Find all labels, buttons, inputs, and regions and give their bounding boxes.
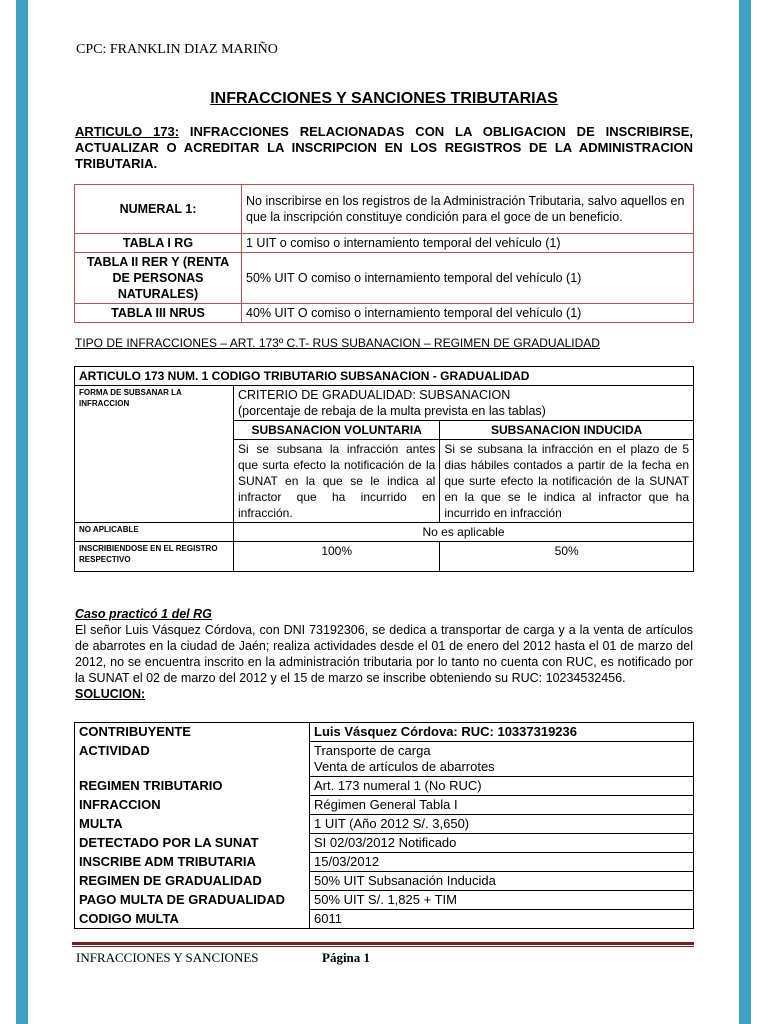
table-row [75, 853, 694, 872]
table-row [75, 910, 694, 929]
inscrib-label: INSCRIBIENDOSE EN EL REGISTRO RESPECTIVO [75, 542, 234, 572]
caso-practico [75, 606, 693, 702]
row-value: Art. 173 numeral 1 (No RUC) [310, 777, 694, 796]
table-row [75, 742, 694, 777]
table-row [75, 253, 694, 304]
row-value: 40% UIT O comiso o internamiento temporal del vehículo (1) [242, 304, 694, 323]
row-label: CONTRIBUYENTE [75, 723, 310, 742]
left-side-bar [16, 0, 28, 1024]
row-label: NUMERAL 1: [75, 185, 242, 234]
table-row [75, 796, 694, 815]
row-label: TABLA I RG [75, 234, 242, 253]
caso-title: Caso practicó 1 del RG [75, 607, 212, 621]
voluntaria-header: SUBSANACION VOLUNTARIA [234, 421, 440, 440]
row-value: 50% UIT O comiso o internamiento temporal del vehículo (1) [242, 253, 694, 304]
document-title: INFRACCIONES Y SANCIONES TRIBUTARIAS [210, 90, 558, 107]
row-value: 15/03/2012 [310, 853, 694, 872]
forma-label: FORMA DE SUBSANAR LA INFRACCION [75, 386, 234, 523]
solucion-table [74, 722, 694, 929]
row-value: 1 UIT o comiso o internamiento temporal del vehículo (1) [242, 234, 694, 253]
row-value: Luis Vásquez Córdova: RUC: 10337319236 [310, 723, 694, 742]
header-author: CPC: FRANKLIN DIAZ MARIÑO [76, 42, 278, 57]
tipo-infracciones-heading: TIPO DE INFRACCIONES – ART. 173º C.T- RUS SUBANACION – REGIMEN DE GRADUALIDAD [75, 336, 600, 350]
table-row [75, 367, 694, 386]
table-row [75, 815, 694, 834]
page-number: Página 1 [322, 950, 371, 965]
article-label: ARTICULO 173: [75, 124, 180, 139]
activity-2: Venta de artículos de abarrotes [314, 759, 495, 774]
footer-rule-thin [72, 946, 694, 947]
row-label: CODIGO MULTA [75, 910, 310, 929]
table-row [75, 723, 694, 742]
activity-1: Transporte de carga [314, 743, 431, 758]
table-row [75, 304, 694, 323]
row-label: TABLA II RER Y (RENTA DE PERSONAS NATURALES) [75, 253, 242, 304]
table-row [75, 185, 694, 234]
criterio-cell [234, 386, 694, 421]
row-value: 1 UIT (Año 2012 S/. 3,650) [310, 815, 694, 834]
row-label: PAGO MULTA DE GRADUALIDAD [75, 891, 310, 910]
gradualidad-title: ARTICULO 173 NUM. 1 CODIGO TRIBUTARIO SUBSANACION - GRADUALIDAD [75, 367, 694, 386]
numeral-table [74, 184, 694, 323]
pct-inducida: 50% [440, 542, 694, 572]
row-label: INSCRIBE ADM TRIBUTARIA [75, 853, 310, 872]
row-value: SI 02/03/2012 Notificado [310, 834, 694, 853]
solucion-heading: SOLUCION: [75, 687, 146, 701]
row-label: REGIMEN DE GRADUALIDAD [75, 872, 310, 891]
row-value: 6011 [310, 910, 694, 929]
caso-text: El señor Luis Vásquez Córdova, con DNI 73192306, se dedica a transportar de carga y a la venta de artículos de abarrotes en la ciudad de Jaén; realiza actividades desde el 01 de enero del 2012 hasta el 01 de marzo del 2012, no se encuentra inscrito en la administración tributaria por lo tanto no cuenta con RUC, es notificado por la SUNAT el 02 de marzo del 2012 y el 15 de marzo se inscribe obteniendo su RUC: 10234532456. [75, 623, 693, 685]
article-text: INFRACCIONES RELACIONADAS CON LA OBLIGACION DE INSCRIBIRSE, ACTUALIZAR O ACREDITAR LA INSCRIPCION EN LOS REGISTROS DE LA ADMINISTRACION TRIBUTARIA. [75, 124, 693, 171]
table-row [75, 891, 694, 910]
criterio-subtitle: (porcentaje de rebaja de la multa prevista en las tablas) [238, 404, 546, 418]
table-row [75, 777, 694, 796]
inducida-text: Si se subsana la infracción en el plazo de 5 dias hábiles contados a partir de la fecha en que surte efecto la notificación de la SUNAT en la que se le indica al infractor que ha incurrido en infracción [440, 440, 694, 523]
row-value: 50% UIT S/. 1,825 + TIM [310, 891, 694, 910]
row-label: TABLA III NRUS [75, 304, 242, 323]
no-aplicable-label: NO APLICABLE [75, 523, 234, 542]
row-value: 50% UIT Subsanación Inducida [310, 872, 694, 891]
row-label: DETECTADO POR LA SUNAT [75, 834, 310, 853]
right-side-bar [739, 0, 751, 1024]
table-row [75, 386, 694, 421]
row-label: REGIMEN TRIBUTARIO [75, 777, 310, 796]
row-label: ACTIVIDAD [75, 742, 310, 777]
row-label: MULTA [75, 815, 310, 834]
footer-rule [72, 942, 694, 945]
table-row [75, 872, 694, 891]
inducida-header: SUBSANACION INDUCIDA [440, 421, 694, 440]
pct-voluntaria: 100% [234, 542, 440, 572]
table-row [75, 234, 694, 253]
voluntaria-text: Si se subsana la infracción antes que surta efecto la notificación de la SUNAT en la que se le indica al infractor que ha incurrido en infracción. [234, 440, 440, 523]
row-value: Régimen General Tabla I [310, 796, 694, 815]
row-value: No inscribirse en los registros de la Administración Tributaria, salvo aquellos en que la inscripción constituye condición para el goce de un beneficio. [242, 185, 694, 234]
table-row [75, 542, 694, 572]
footer-title: INFRACCIONES Y SANCIONES [76, 950, 259, 965]
row-label: INFRACCION [75, 796, 310, 815]
no-aplicable-value: No es aplicable [234, 523, 694, 542]
criterio-title: CRITERIO DE GRADUALIDAD: SUBSANACION [238, 388, 511, 402]
table-row [75, 834, 694, 853]
gradualidad-table [74, 366, 694, 572]
row-value [310, 742, 694, 777]
article-173-paragraph [75, 124, 693, 172]
table-row [75, 523, 694, 542]
